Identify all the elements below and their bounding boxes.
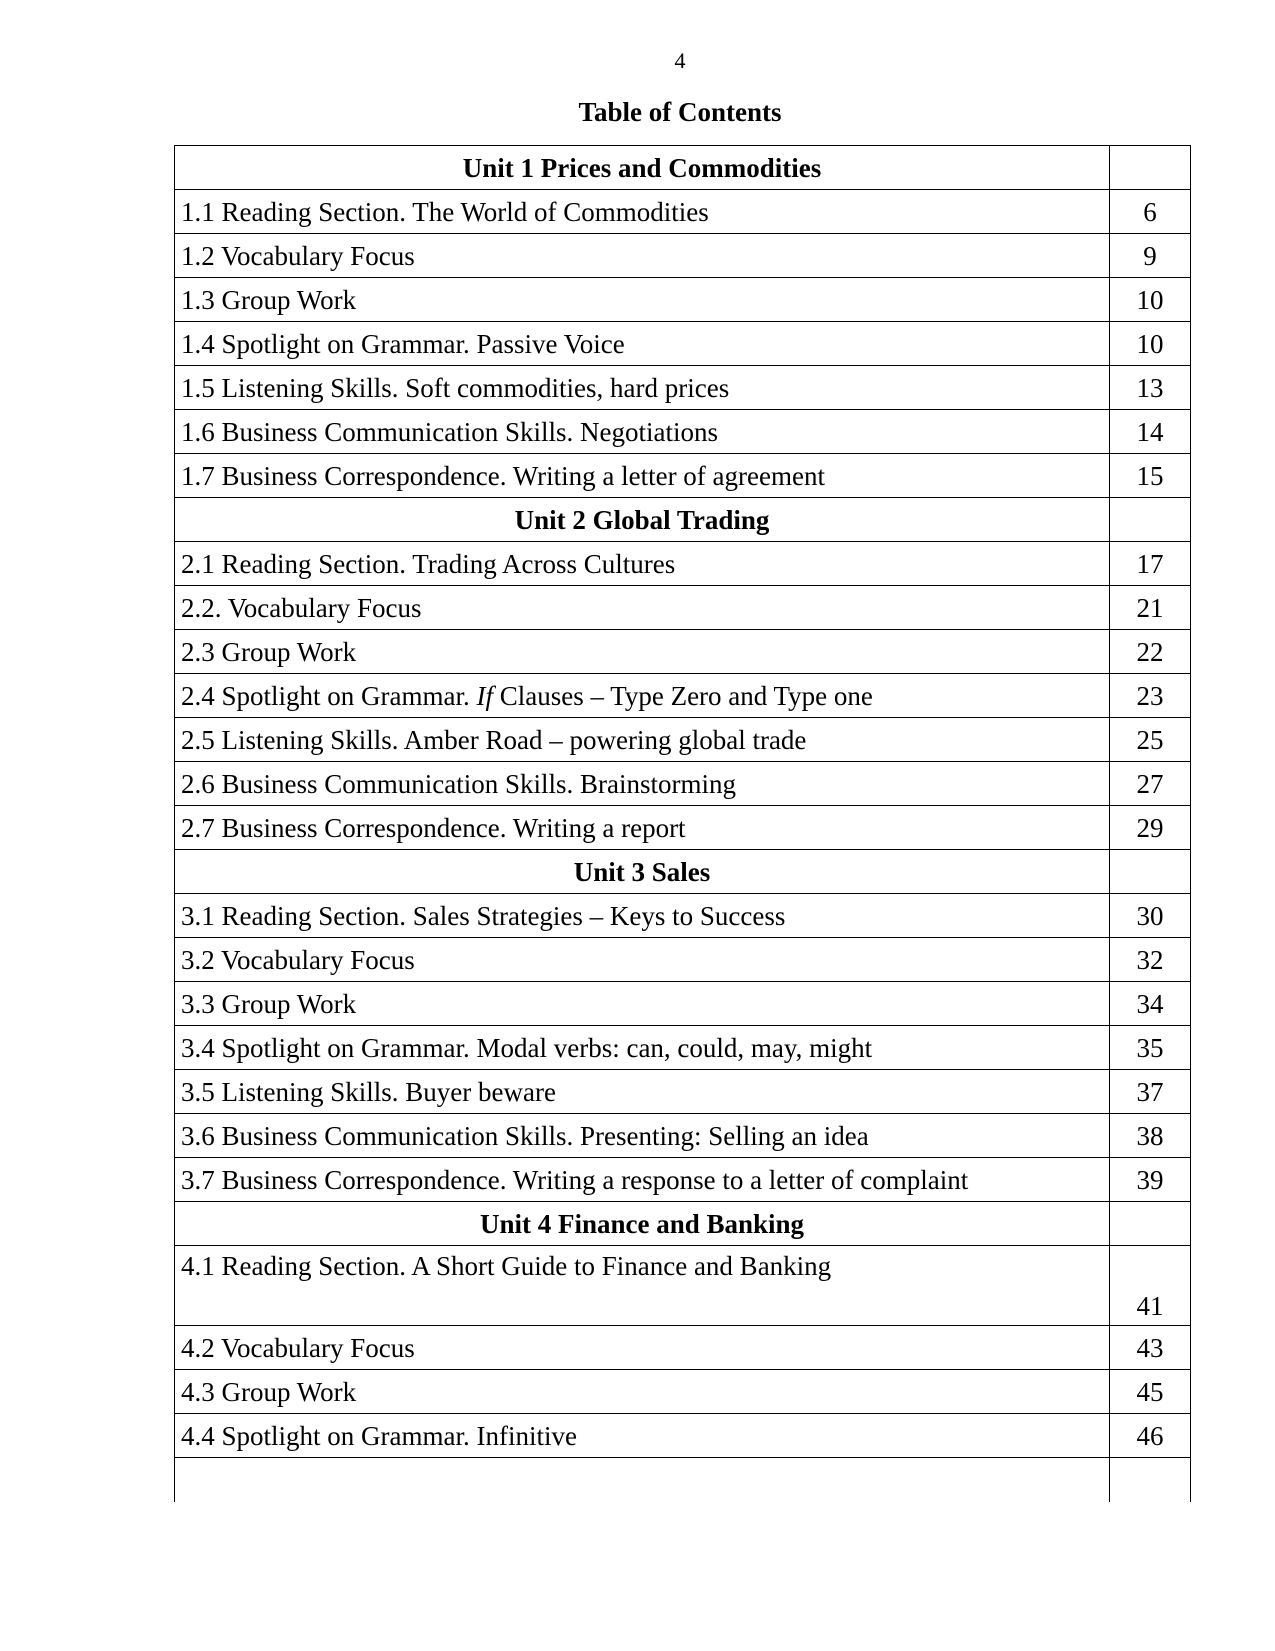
toc-entry-page: 10 [1110,322,1191,366]
toc-entry-title[interactable]: 4.1 Reading Section. A Short Guide to Finance and Banking [175,1246,1110,1326]
toc-entry-title[interactable]: 1.7 Business Correspondence. Writing a letter of agreement [175,454,1110,498]
toc-entry-title[interactable]: 2.3 Group Work [175,630,1110,674]
toc-entry-page: 17 [1110,542,1191,586]
toc-entry-row[interactable] [175,674,1191,718]
toc-entry-page: 30 [1110,894,1191,938]
toc-entry-page: 39 [1110,1158,1191,1202]
toc-entry-row[interactable] [175,1414,1191,1458]
toc-entry-title[interactable]: 1.3 Group Work [175,278,1110,322]
unit-header-row [175,146,1191,190]
toc-entry-row[interactable] [175,234,1191,278]
toc-entry-title[interactable]: 2.7 Business Correspondence. Writing a report [175,806,1110,850]
toc-entry-page: 10 [1110,278,1191,322]
toc-entry-row[interactable] [175,586,1191,630]
toc-entry-title[interactable]: 3.7 Business Correspondence. Writing a response to a letter of complaint [175,1158,1110,1202]
toc-entry-page: 22 [1110,630,1191,674]
unit-page-cell [1110,850,1191,894]
toc-entry-title[interactable]: 1.6 Business Communication Skills. Negotiations [175,410,1110,454]
toc-entry-row[interactable] [175,322,1191,366]
toc-entry-title[interactable]: 1.4 Spotlight on Grammar. Passive Voice [175,322,1110,366]
toc-entry-title[interactable]: 3.4 Spotlight on Grammar. Modal verbs: can, could, may, might [175,1026,1110,1070]
toc-entry-page: 46 [1110,1414,1191,1458]
toc-entry-title[interactable]: 3.1 Reading Section. Sales Strategies – Keys to Success [175,894,1110,938]
toc-entry-page: 34 [1110,982,1191,1026]
toc-entry-page: 13 [1110,366,1191,410]
toc-entry-page: 29 [1110,806,1191,850]
toc-entry-row[interactable] [175,938,1191,982]
toc-entry-row[interactable] [175,410,1191,454]
page-title: Table of Contents [578,97,782,127]
toc-entry-row[interactable] [175,1246,1191,1326]
toc-entry-title[interactable]: 3.5 Listening Skills. Buyer beware [175,1070,1110,1114]
toc-entry-row[interactable] [175,1026,1191,1070]
toc-entry-page: 41 [1110,1246,1191,1326]
toc-entry-row[interactable] [175,542,1191,586]
toc-entry-page: 43 [1110,1326,1191,1370]
toc-entry-title[interactable]: 2.5 Listening Skills. Amber Road – powering global trade [175,718,1110,762]
toc-entry-title[interactable]: 1.2 Vocabulary Focus [175,234,1110,278]
toc-entry-page: 21 [1110,586,1191,630]
unit-header-row [175,498,1191,542]
unit-header-row [175,850,1191,894]
toc-entry-page: 32 [1110,938,1191,982]
toc-entry-title[interactable]: 2.1 Reading Section. Trading Across Cultures [175,542,1110,586]
unit-title: Unit 1 Prices and Commodities [175,146,1110,190]
empty-cell [1110,1458,1191,1503]
toc-entry-title[interactable]: 3.2 Vocabulary Focus [175,938,1110,982]
toc-entry-title[interactable]: 1.5 Listening Skills. Soft commodities, hard prices [175,366,1110,410]
page-number: 4 [674,48,686,73]
unit-page-cell [1110,498,1191,542]
toc-entry-page: 14 [1110,410,1191,454]
toc-entry-title[interactable]: 3.6 Business Communication Skills. Presenting: Selling an idea [175,1114,1110,1158]
toc-entry-page: 45 [1110,1370,1191,1414]
toc-entry-title-pre: 2.4 Spotlight on Grammar. [181,680,477,711]
toc-entry-page: 23 [1110,674,1191,718]
toc-entry-title[interactable]: 2.6 Business Communication Skills. Brainstorming [175,762,1110,806]
toc-entry-title[interactable]: 2.2. Vocabulary Focus [175,586,1110,630]
toc-entry-row[interactable] [175,366,1191,410]
toc-entry-row[interactable] [175,1158,1191,1202]
toc-entry-row[interactable] [175,1114,1191,1158]
toc-entry-row[interactable] [175,1070,1191,1114]
unit-title: Unit 2 Global Trading [175,498,1110,542]
toc-entry-page: 6 [1110,190,1191,234]
toc-entry-title[interactable] [175,674,1110,718]
toc-entry-page: 9 [1110,234,1191,278]
toc-entry-row[interactable] [175,190,1191,234]
toc-table [174,145,1191,1502]
toc-entry-title[interactable]: 4.3 Group Work [175,1370,1110,1414]
empty-cell [175,1458,1110,1503]
toc-entry-title[interactable]: 3.3 Group Work [175,982,1110,1026]
toc-entry-page: 25 [1110,718,1191,762]
toc-entry-row[interactable] [175,454,1191,498]
toc-entry-title[interactable]: 4.4 Spotlight on Grammar. Infinitive [175,1414,1110,1458]
toc-entry-page: 37 [1110,1070,1191,1114]
toc-entry-title[interactable]: 4.2 Vocabulary Focus [175,1326,1110,1370]
toc-entry-page: 27 [1110,762,1191,806]
toc-entry-page: 38 [1110,1114,1191,1158]
toc-entry-row[interactable] [175,1370,1191,1414]
toc-entry-row[interactable] [175,630,1191,674]
toc-entry-page: 35 [1110,1026,1191,1070]
toc-entry-title[interactable]: 1.1 Reading Section. The World of Commodities [175,190,1110,234]
unit-title: Unit 4 Finance and Banking [175,1202,1110,1246]
toc-entry-row[interactable] [175,718,1191,762]
unit-header-row [175,1202,1191,1246]
unit-title: Unit 3 Sales [175,850,1110,894]
toc-entry-row[interactable] [175,762,1191,806]
toc-entry-page: 15 [1110,454,1191,498]
toc-entry-row[interactable] [175,1326,1191,1370]
unit-page-cell [1110,1202,1191,1246]
toc-entry-row[interactable] [175,278,1191,322]
empty-continuation-row [175,1458,1191,1503]
toc-entry-row[interactable] [175,982,1191,1026]
unit-page-cell [1110,146,1191,190]
toc-entry-title-emphasis: If [476,680,493,711]
toc-entry-row[interactable] [175,894,1191,938]
toc-entry-title-post: Clauses – Type Zero and Type one [492,680,873,711]
toc-entry-row[interactable] [175,806,1191,850]
